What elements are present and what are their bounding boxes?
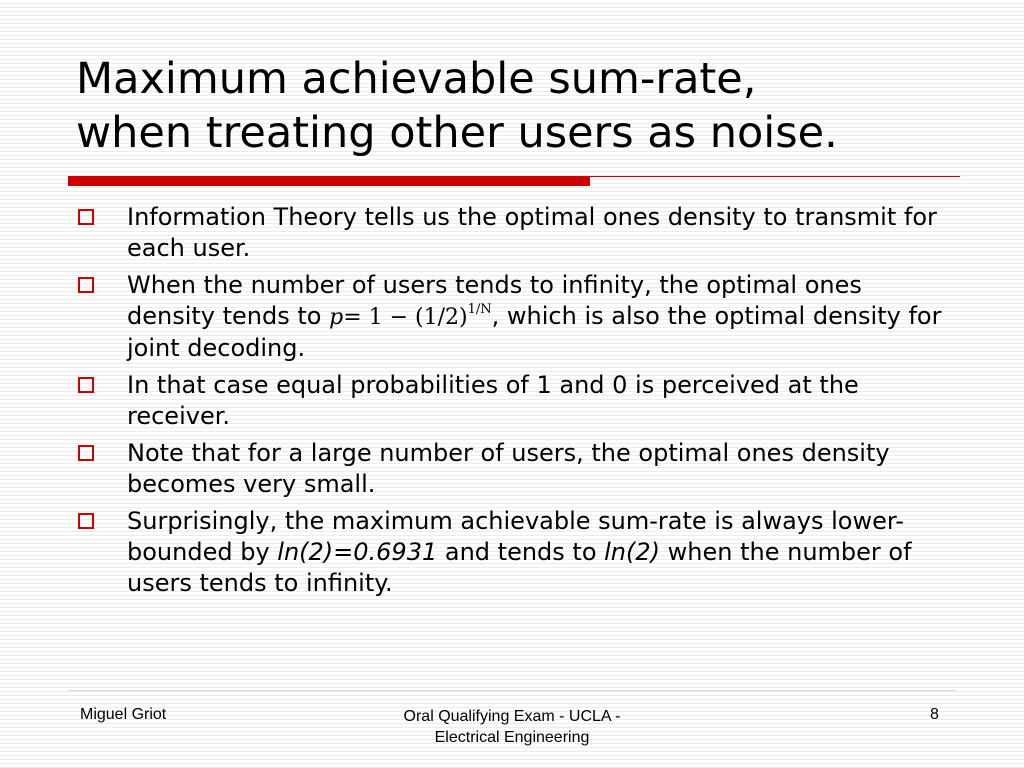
bullet-text: , which is also the optimal density for joint decoding.: [127, 302, 942, 362]
slide-title-line-2: when treating other users as noise.: [76, 108, 838, 158]
bullet-text: when the number of users tends to infinity.: [127, 538, 912, 597]
footer-course-info: [336, 706, 688, 748]
footer-divider: [68, 690, 956, 691]
footer-course-line-1: Oral Qualifying Exam - UCLA -: [403, 708, 621, 725]
bullet-text: When the number of users tends to infinity, the optimal ones density tends to: [127, 271, 862, 330]
bullet-item: [76, 438, 956, 500]
bullet-item: [76, 270, 956, 364]
bullet-list: [76, 202, 956, 605]
square-bullet-icon: [78, 377, 94, 393]
formula-exponent: 1/N: [467, 302, 492, 317]
ln2-value-emphasis: ln(2)=0.6931: [277, 538, 438, 566]
title-underline-thin: [590, 176, 960, 177]
slide-title: [76, 52, 996, 160]
bullet-item: [76, 506, 956, 599]
title-underline-thick: [68, 176, 590, 186]
bullet-item: [76, 370, 956, 432]
bullet-text: In that case equal probabilities of 1 and 0 is perceived at the receiver.: [127, 371, 859, 430]
page-number: 8: [930, 706, 939, 723]
footer-course-line-2: Electrical Engineering: [434, 729, 590, 746]
formula-variable: p: [329, 305, 344, 330]
slide-title-line-1: Maximum achievable sum-rate,: [76, 54, 757, 104]
bullet-item: [76, 202, 956, 264]
square-bullet-icon: [78, 209, 94, 225]
bullet-text: and tends to: [437, 538, 605, 566]
ones-density-formula: [329, 302, 492, 330]
ln2-emphasis: ln(2): [604, 538, 661, 566]
bullet-text: Surprisingly, the maximum achievable sum-rate is always lower-bounded by: [127, 507, 904, 566]
bullet-text: Note that for a large number of users, the optimal ones density becomes very small.: [127, 439, 890, 498]
bullet-text: Information Theory tells us the optimal ones density to transmit for each user.: [127, 203, 937, 262]
footer-author: Miguel Griot: [80, 706, 167, 723]
square-bullet-icon: [78, 445, 94, 461]
square-bullet-icon: [78, 513, 94, 529]
formula-expression: = 1 − (1/2): [343, 305, 468, 330]
square-bullet-icon: [78, 277, 94, 293]
